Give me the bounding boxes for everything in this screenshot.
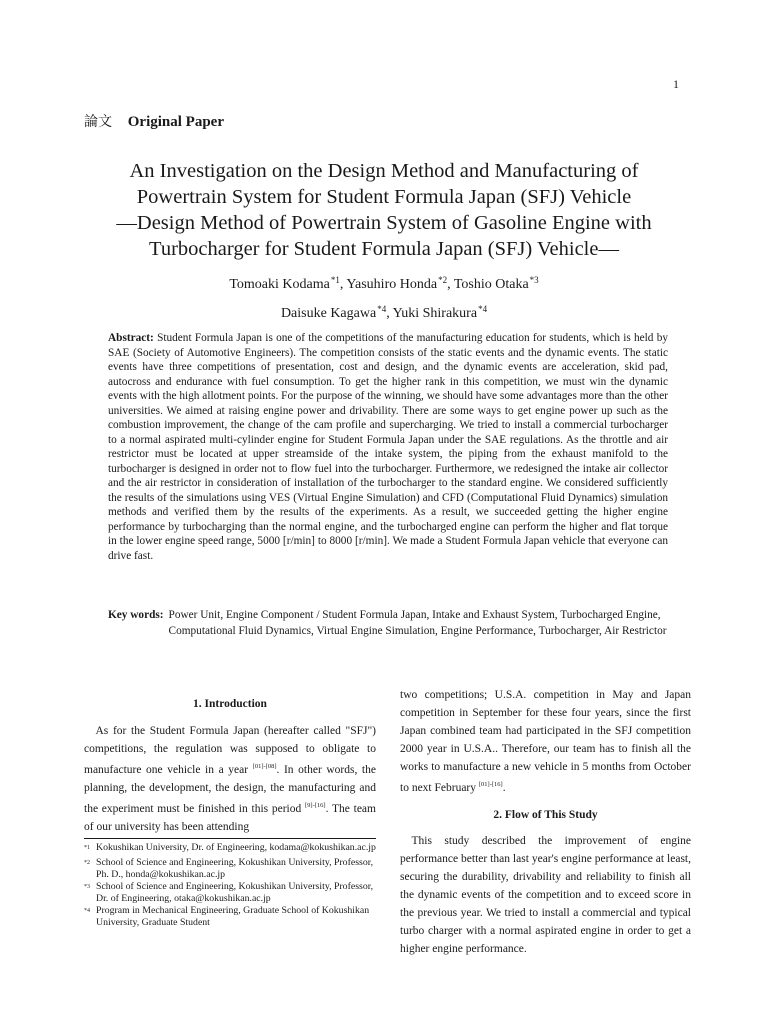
affiliation-mark: *1	[330, 275, 340, 285]
abstract	[108, 331, 668, 563]
affiliation-mark: *4	[478, 304, 488, 314]
footnote	[84, 857, 376, 881]
body-paragraph	[84, 722, 376, 836]
subtitle-line: ―Design Method of Powertrain System of Gasoline Engine with	[116, 212, 652, 234]
affiliation-mark: *4	[377, 304, 387, 314]
category-jp: 論文	[84, 114, 112, 130]
affiliation-mark: *3	[529, 275, 539, 285]
paragraph-text: .	[502, 782, 506, 794]
article-category	[84, 111, 224, 131]
footnote	[84, 905, 376, 929]
author-separator: ,	[386, 306, 393, 321]
footnote	[84, 881, 376, 905]
citation-ref: [9]-[16]	[305, 802, 326, 809]
footnote-text: School of Science and Engineering, Kokushikan University, Professor, Ph. D., honda@kokushikan.ac.jp	[96, 857, 374, 881]
affiliation-mark: *2	[438, 275, 448, 285]
author-name: Yuki Shirakura	[392, 306, 478, 321]
section-heading-flow-of-study: 2. Flow of This Study	[493, 809, 598, 821]
title-line: An Investigation on the Design Method and Manufacturing of	[129, 160, 639, 182]
category-en: Original Paper	[127, 114, 224, 130]
paragraph-text: . In other words, the planning, the development, the design, the manufacturing and the experiment must be finished in this period	[84, 764, 376, 815]
paragraph-text: As for the Student Formula Japan (hereafter called "SFJ") competitions, the regulation was supposed to obligate to manufacture one vehicle in a year	[84, 725, 376, 776]
title-line: Powertrain System for Student Formula Japan (SFJ) Vehicle	[136, 186, 632, 208]
footnote-text: School of Science and Engineering, Kokushikan University, Professor, Dr. of Engineering, otaka@kokushikan.ac.jp	[96, 881, 374, 905]
footnote-mark: *4	[84, 908, 90, 915]
footnotes	[84, 838, 376, 929]
author-separator: ,	[447, 277, 454, 292]
footnote-text: Kokushikan University, Dr. of Engineering, kodama@kokushikan.ac.jp	[96, 842, 376, 853]
author-name: Tomoaki Kodama	[229, 277, 330, 292]
author-name: Yasuhiro Honda	[346, 277, 438, 292]
author-line	[84, 297, 684, 326]
author-name: Toshio Otaka	[453, 277, 529, 292]
keywords	[108, 607, 668, 639]
footnote-mark: *2	[84, 860, 90, 867]
right-column	[400, 686, 691, 958]
page-number: 1	[673, 77, 679, 91]
abstract-label: Abstract:	[108, 332, 154, 344]
subtitle-line: Turbocharger for Student Formula Japan (SFJ) Vehicle―	[149, 238, 619, 260]
footnote-mark: *3	[84, 884, 90, 891]
footnote	[84, 842, 376, 857]
citation-ref: [01]-[16]	[478, 781, 503, 788]
body-paragraph	[400, 686, 691, 797]
footnote-mark: *1	[84, 845, 90, 851]
left-column	[84, 695, 376, 836]
paragraph-text: two competitions; U.S.A. competition in May and Japan competition in September for these four years, since the first Japan combined team had participated in the SFJ competition 2000 year in U.S.A.. Therefore, our team has to finish all the works to manufacture a new vehicle in 5 months from October to next February	[400, 689, 691, 794]
keywords-label: Key words:	[108, 609, 164, 621]
footnote-text: Program in Mechanical Engineering, Graduate School of Kokushikan University, Graduate Student	[96, 905, 370, 929]
keywords-text: Power Unit, Engine Component / Student Formula Japan, Intake and Exhaust System, Turbocharged Engine, Computational Fluid Dynamics, Virtual Engine Simulation, Engine Performance, Turbocharger, Air Restrictor	[168, 609, 667, 637]
paragraph-text: . The team of our university has been attending	[84, 803, 376, 833]
author-list	[84, 268, 684, 326]
author-line	[84, 268, 684, 297]
abstract-text: Student Formula Japan is one of the competitions of the manufacturing education for students, which is held by SAE (Society of Automotive Engineers). The competition consists of the static events and the dynamic events. The static events have three competitions of presentation, cost and design, and the dynamic events are acceleration, skid pad, autocross and endurance with fuel consumption. To get the higher rank in this competition, we must win the dynamic events with the high allotment points. For the purpose of the winning, we should have some advantages more than the other universities. We aimed at raising engine power and drivability. There are some ways to get engine power up such as the combustion improvement, the change of the cam profile and supercharging. We tried to install a commercial turbocharger to a normal aspirated multi-cylinder engine for Student Formula Japan under the SAE regulations. As the throttle and air restrictor must be located at upper streamside of the intake system, the piping from the exhaust manifold to the turbocharger is designed in order not to flow fuel into the turbocharger. Furthermore, we redesigned the intake air collector and the air restrictor in consideration of installation of the turbocharger to the standard engine. We considered sufficiently the results of the simulations using VES (Virtual Engine Simulation) and CFD (Computational Fluid Dynamics) simulation methods and verified them by the results of the experiments. As a result, we succeeded getting the higher engine performance by turbocharging than the normal engine, and the turbocharged engine can perform the higher and flat torque in the lower engine speed range, 5000 [r/min] to 8000 [r/min]. We made a Student Formula Japan vehicle that everyone can drive fast.	[108, 332, 668, 562]
section-heading-introduction: 1. Introduction	[193, 698, 267, 710]
body-paragraph: This study described the improvement of engine performance better than last year's engine performance at least, securing the durability, drivability and reliability to finish all the dynamic events of the competition and to exceed score in the previous year. We tried to install a commercial and typical turbo charger with a normal aspirated engine in order to get a higher engine performance.	[400, 835, 691, 955]
author-name: Daisuke Kagawa	[280, 306, 377, 321]
citation-ref: [01]-[08]	[252, 763, 277, 770]
author-separator: ,	[339, 277, 347, 292]
paper-title	[84, 158, 684, 262]
